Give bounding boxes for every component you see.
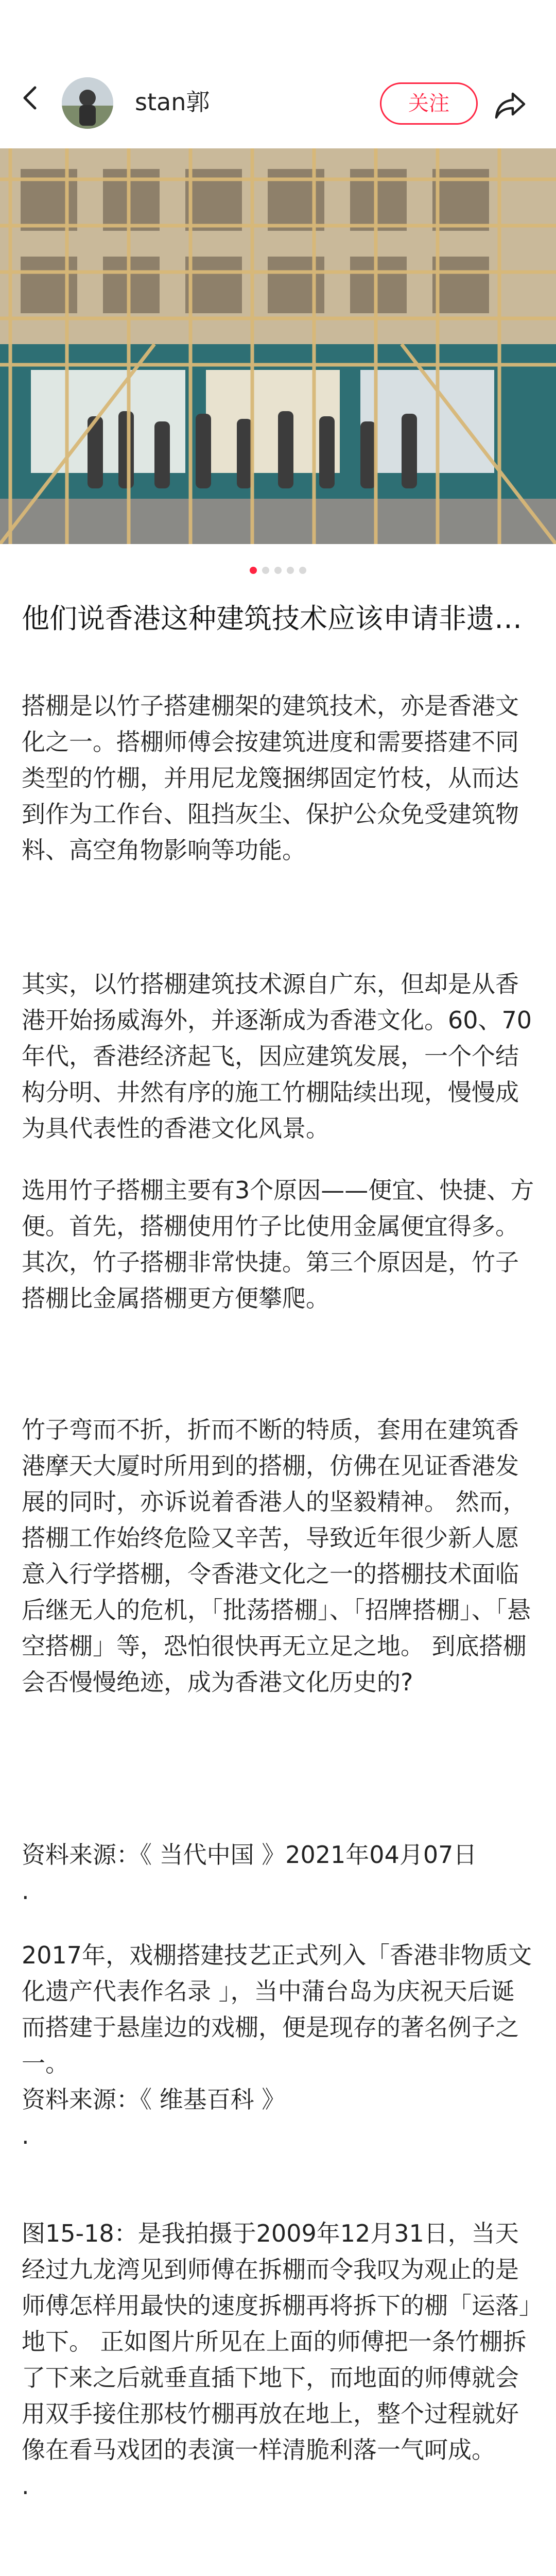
post-paragraph: 资料来源：《 维基百科 》 . bbox=[22, 2086, 286, 2149]
carousel-dot bbox=[274, 567, 282, 574]
post-paragraph: 选用竹子搭棚主要有3个原因——便宜、快捷、方便。首先，搭棚使用竹子比使用金属便宜得多。 其次，竹子搭棚非常快捷。第三个原因是，竹子搭棚比金属搭棚更方便攀爬。 bbox=[22, 1176, 534, 1312]
share-icon[interactable] bbox=[493, 88, 527, 122]
carousel-dot bbox=[299, 567, 306, 574]
back-icon[interactable] bbox=[15, 82, 46, 113]
post-paragraph: 其实，以竹搭棚建筑技术源自广东，但却是从香港开始扬威海外，并逐渐成为香港文化。60、70年代，香港经济起飞，因应建筑发展，一个个结构分明、井然有序的施工竹棚陆续出现，慢慢成为具代表性的香港文化风景。 bbox=[22, 970, 532, 1142]
post-paragraph: 图15-18：是我拍摄于2009年12月31日，当天经过九龙湾见到师傅在拆棚而令我叹为观止的是师傅怎样用最快的速度拆棚再将拆下的棚「运落」地下。 正如图片所见在上面的师傅把一条竹棚拆了下来之后就垂直插下地下，而地面的师傅就会用双手接住那枝竹棚再放在地上，整个过程就好像在看马戏团的表演一样清脆利落一气呵成。 . bbox=[22, 2219, 531, 2500]
carousel-dot bbox=[287, 567, 294, 574]
author-name[interactable]: stan郭 bbox=[135, 88, 210, 116]
carousel-indicator bbox=[0, 567, 556, 577]
post-paragraph: 2017年，戏棚搭建技艺正式列入「香港非物质文化遗产代表作名录 」，当中蒲台岛为庆祝天后诞而搭建于悬崖边的戏棚，便是现存的著名例子之一。 bbox=[22, 1941, 532, 2077]
follow-button[interactable]: 关注 bbox=[380, 82, 478, 125]
post-header bbox=[0, 0, 556, 116]
post-title: 他们说香港这种建筑技术应该申请非遗… bbox=[22, 602, 522, 635]
post-paragraph: 搭棚是以竹子搭建棚架的建筑技术，亦是香港文化之一。搭棚师傅会按建筑进度和需要搭建不同类型的竹棚，并用尼龙篾捆绑固定竹枝，从而达到作为工作台、阻挡灰尘、保护公众免受建筑物料、高空角物影响等功能。 bbox=[22, 692, 519, 864]
post-paragraph: 竹子弯而不折，折而不断的特质，套用在建筑香港摩天大厦时所用到的搭棚，仿佛在见证香港发展的同时，亦诉说着香港人的坚毅精神。 然而，搭棚工作始终危险又辛苦，导致近年很少新人愿意入行学搭棚，令香港文化之一的搭棚技术面临后继无人的危机，「批荡搭棚」、「招牌搭棚」、「悬空搭棚」等，恐怕很快再无立足之地。 到底搭棚会否慢慢绝迹，成为香港文化历史的? bbox=[22, 1416, 531, 1696]
post-paragraph: 资料来源：《 当代中国 》2021年04月07日 . bbox=[22, 1841, 477, 1905]
carousel-dot bbox=[262, 567, 269, 574]
post-image[interactable] bbox=[0, 148, 556, 544]
carousel-dot-active bbox=[250, 567, 257, 574]
avatar[interactable] bbox=[62, 77, 113, 129]
